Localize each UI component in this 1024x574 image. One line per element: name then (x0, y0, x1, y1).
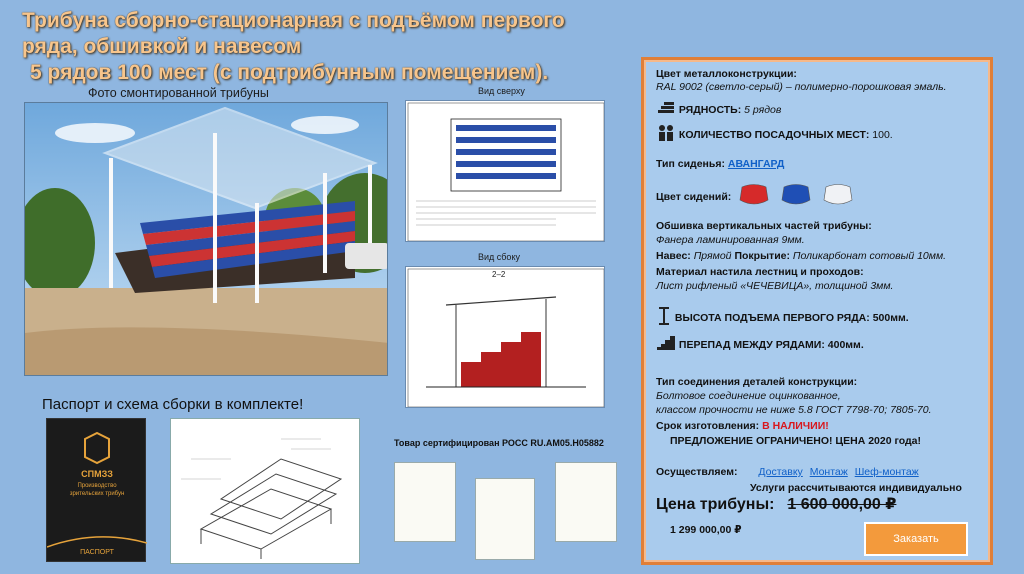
side-view-drawing (405, 266, 605, 408)
service-delivery-link[interactable]: Доставку (758, 466, 803, 478)
stairs-icon (656, 334, 676, 356)
rows-icon (656, 100, 676, 120)
assembly-scheme (170, 418, 360, 564)
service-assembly-link[interactable]: Монтаж (809, 466, 848, 478)
grandstand-photo (24, 102, 388, 376)
offer-note: ПРЕДЛОЖЕНИЕ ОГРАНИЧЕНО! ЦЕНА 2020 года! (670, 435, 921, 447)
frame-color-label: Цвет металлоконструкции: (656, 68, 797, 80)
services: Осуществляем: Доставку Монтаж Шеф-монтаж (656, 466, 919, 478)
joint-value-1: Болтовое соединение оцинкованное, (656, 390, 841, 402)
joint-label: Тип соединения деталей конструкции: (656, 376, 858, 388)
price-new: 1 299 000,00 ₽ (670, 524, 742, 536)
certificate-1 (394, 462, 456, 542)
price-old-row (656, 498, 896, 513)
cladding-label: Обшивка вертикальных частей трибуны: (656, 220, 872, 232)
seat-color-swatches (737, 184, 855, 210)
floor-value: Лист рифленый «ЧЕЧЕВИЦА», толщиной 3мм. (656, 280, 894, 292)
step-spec: ПЕРЕПАД МЕЖДУ РЯДАМИ: 400мм. (656, 334, 864, 356)
rows-spec: РЯДНОСТЬ: 5 рядов (656, 100, 781, 120)
joint-value-2: классом прочности не ниже 5.8 ГОСТ 7798-70; 7805-70. (656, 404, 932, 416)
seat-color-swatch-1 (737, 184, 771, 210)
passport-subtitle-2: зрительских трибун (69, 491, 125, 497)
seat-color-swatch-2 (779, 184, 813, 210)
price-label: Цена трибуны: (656, 496, 775, 513)
people-icon (656, 124, 676, 146)
certificate-3 (555, 462, 617, 542)
certificate-caption: Товар сертифицирован РОСС RU.АМ05.Н05882 (394, 438, 604, 448)
seat-colors: Цвет сидений: (656, 184, 855, 210)
top-view-drawing (405, 100, 605, 242)
seats-spec: КОЛИЧЕСТВО ПОСАДОЧНЫХ МЕСТ: 100. (656, 124, 893, 146)
floor-label: Материал настила лестниц и проходов: (656, 266, 864, 278)
lift-spec: ВЫСОТА ПОДЪЕМА ПЕРВОГО РЯДА: 500мм. (656, 306, 909, 330)
frame-color-value: RAL 9002 (светло-серый) – полимерно-порошковая эмаль. (656, 81, 947, 93)
passport-subtitle-1: Производство (77, 483, 117, 489)
section-mark: 2–2 (492, 270, 506, 279)
service-supervision-link[interactable]: Шеф-монтаж (854, 466, 919, 478)
seat-color-swatch-3 (821, 184, 855, 210)
canopy-spec: Навес: Прямой Покрытие: Поликарбонат сотовый 10мм. (656, 250, 947, 262)
services-note: Услуги рассчитываются индивидуально (750, 482, 962, 494)
top-view-caption: Вид сверху (478, 86, 525, 96)
seat-type-link[interactable]: АВАНГАРД (727, 158, 785, 170)
term-spec: Срок изготовления: В НАЛИЧИИ! (656, 420, 829, 432)
cladding-value: Фанера ламинированная 9мм. (656, 234, 805, 246)
passport-logo: СПМЗЗ (81, 469, 113, 479)
photo-caption: Фото смонтированной трибуны (88, 86, 269, 100)
height-arrow-icon (656, 306, 672, 330)
passport-caption: Паспорт и схема сборки в комплекте! (42, 396, 304, 413)
seat-type: Тип сиденья: АВАНГАРД (656, 158, 785, 170)
page-title: Трибуна сборно-стационарная с подъёмом первого ряда, обшивкой и навесом 5 рядов 100 мест (с подтрибунным помещением). (22, 9, 565, 84)
price-old: 1 600 000,00 ₽ (787, 496, 897, 513)
spec-panel (641, 57, 993, 565)
passport-label: ПАСПОРТ (80, 549, 114, 556)
order-button[interactable]: Заказать (864, 522, 968, 556)
certificate-2 (475, 478, 535, 560)
side-view-caption: Вид сбоку (478, 252, 520, 262)
passport-booklet (46, 418, 146, 562)
